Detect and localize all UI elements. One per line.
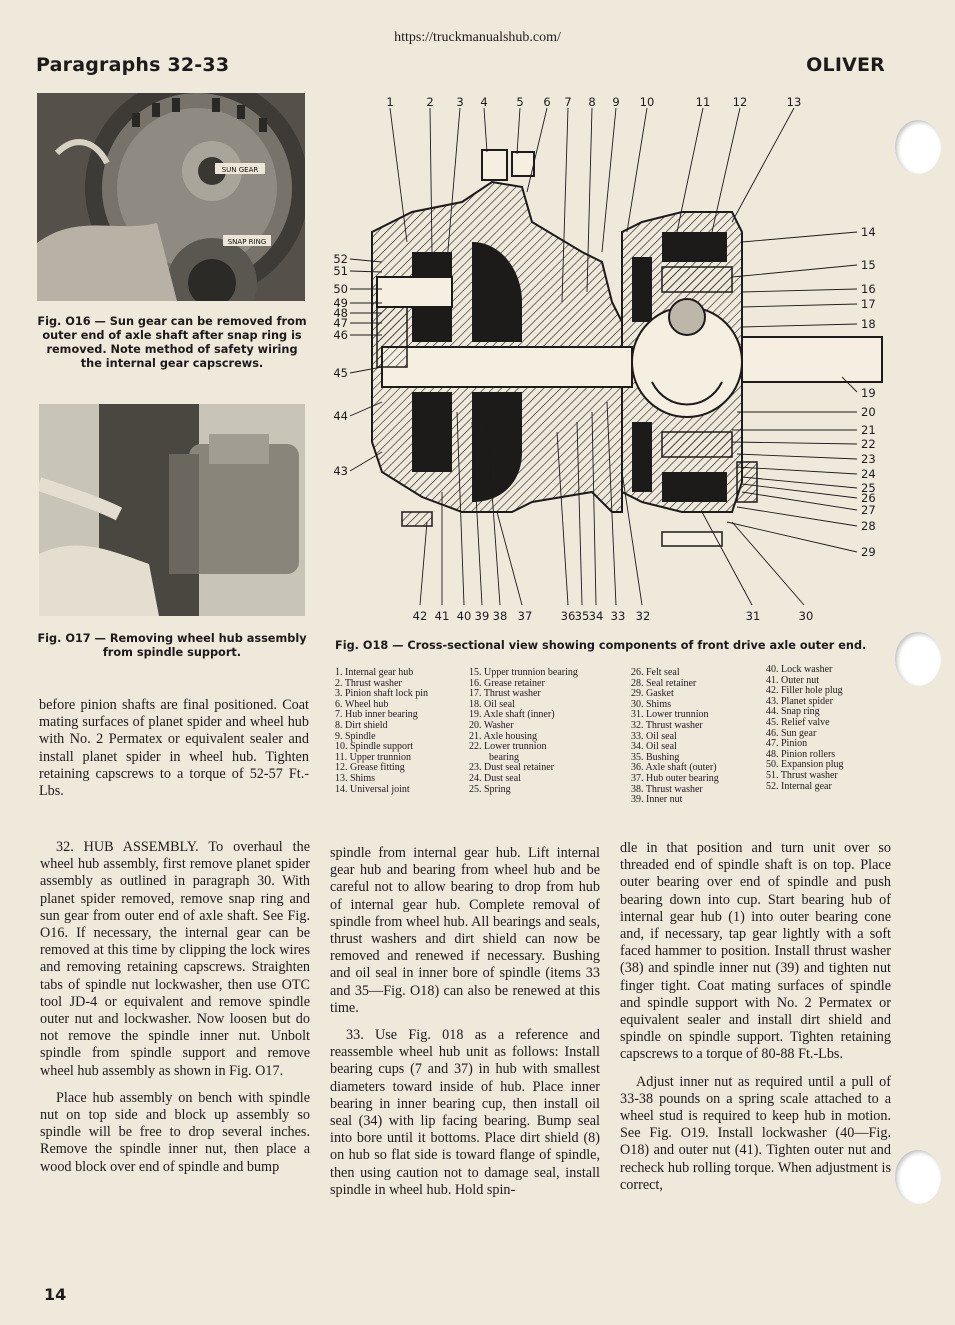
callout-numbers-bottom [413,609,814,623]
callout-number: 2 [426,95,434,109]
legend-item: 29. Gasket [631,688,674,700]
callout-number: 52 [333,252,348,266]
callout-number: 28 [861,519,876,533]
callout-numbers-left [333,252,348,478]
callout-number: 24 [861,467,876,481]
fig-o16-caption: Fig. O16 — Sun gear can be removed from outer end of axle shaft after snap ring is removed. Note method of safety wiring the internal gear capscrews. [37,315,307,370]
callout-number: 29 [861,545,876,559]
legend-item: 42. Filler hole plug [766,685,843,697]
callout-numbers [386,95,801,109]
sun-gear-label: SUN GEAR [221,166,259,174]
fig-o18-diagram [322,92,892,632]
legend-item: 37. Hub outer bearing [631,772,719,784]
callout-number: 51 [333,264,348,278]
callout-number: 25 [861,481,876,495]
legend-item: 17. Thrust washer [469,688,541,700]
legend-item: 12. Grease fitting [335,762,405,774]
legend-item: 20. Washer [469,719,514,731]
callout-number: 12 [732,95,748,109]
legend-item: 25. Spring [469,783,511,795]
legend-item: 32. Thrust washer [631,719,703,731]
legend-item: 14. Universal joint [335,783,410,795]
legend-item: 36. Axle shaft (outer) [631,762,717,774]
legend-item: 30. Shims [631,698,672,710]
callout-number: 6 [543,95,551,109]
callout-number: 20 [861,405,876,419]
legend-item: 8. Dirt shield [335,719,388,731]
legend-column-1 [335,668,465,795]
binder-hole-icon [895,632,941,686]
binder-hole-icon [895,1150,941,1204]
fig-o17-photo [39,404,305,616]
legend-item: 18. Oil seal [469,698,515,710]
legend-item: 15. Upper trunnion bearing [469,667,578,678]
legend-item: 43. Planet spider [766,695,833,707]
callout-number: 40 [456,609,472,623]
callout-number: 14 [861,225,876,239]
legend-item: 19. Axle shaft (inner) [469,709,555,721]
callout-number: 7 [564,95,572,109]
paragraph: Place hub assembly on bench with spindle nut on top side and block up assembly so spindle will be free to drop several inches. Remove the spindle inner nut, then place a wood block over end of spindle and bump [40,1089,310,1175]
callout-number: 16 [861,282,876,296]
legend-item: 52. Internal gear [766,780,832,792]
callout-number: 5 [516,95,524,109]
legend-item: 44. Snap ring [766,706,820,718]
callout-number: 34 [588,609,604,623]
paragraph-33-reassembly: 33. Use Fig. 018 as a reference and reassemble wheel hub unit as follows: Install bearing cups (7 and 37) in hub with smallest diameters toward inside of hub. Place inner bearing in inner bearing cup, then install oil seal (34) with lip facing bearing. Bump seal into bore until it bottoms. Place dirt shield (8) on hub so flat side is toward flange of spindle, then using caution not to damage seal, install spindle in wheel hub. Hold spin- [330,1027,600,1198]
callout-number: 21 [861,423,876,437]
fig-o18-caption: Fig. O18 — Cross-sectional view showing components of front drive axle outer end. [335,639,867,652]
callout-number: 10 [639,95,655,109]
legend-item: 16. Grease retainer [469,677,545,689]
text-column-3 [620,840,891,1194]
callout-number: 18 [861,317,876,331]
callout-number: 46 [333,328,348,342]
axle-cross-section-diagram [322,92,892,632]
paragraph: spindle from internal gear hub. Lift internal gear hub and bearing from wheel hub and be careful not to allow bearing to drop from hub of internal gear hub. Complete removal of spindle from wheel hub. All bearings and seals, thrust washers and dirt shield can now be removed and renewed if necessary. Bushing and oil seal in inner bore of spindle (items 33 and 35—Fig. O18) can also be renewed at this time. [330,845,600,1016]
callout-number: 48 [333,306,348,320]
legend-item: 3. Pinion shaft lock pin [335,688,429,700]
legend-item: 41. Outer nut [766,674,820,686]
legend-item: 23. Dust seal retainer [469,762,554,774]
legend-column-4 [766,665,886,792]
callout-number: 4 [480,95,488,109]
callout-numbers-right [861,225,876,559]
legend-item: 35. Bushing [631,751,680,763]
callout-number: 1 [386,95,394,109]
callout-number: 11 [695,95,711,109]
legend-column-3 [631,668,761,806]
paragraph-32-hub-assembly: 32. HUB ASSEMBLY. To overhaul the wheel hub assembly, first remove planet spider assembly as outlined in paragraph 30. With planet spider removed, remove snap ring and sun gear from outer end of axle shaft. See Fig. O16. If necessary, the internal gear can be removed at this time by clipping the lock wires and removing retaining capscrews. Straighten tabs of spindle nut lockwasher, then use OTC tool JD-4 or equivalent and remove spindle outer nut and lockwasher. Now loosen but do not remove the spindle inner nut. Unbolt spindle from spindle support and remove wheel hub assembly as shown in Fig. O17. [40,839,310,1079]
sun-gear-photo-illustration [37,93,305,301]
callout-number: 15 [861,258,876,272]
legend-item: 6. Wheel hub [335,698,389,710]
text-column-1 [40,839,310,1176]
callout-number: 26 [861,491,876,505]
callout-number: 36 [560,609,576,623]
callout-number: 8 [588,95,596,109]
callout-number: 22 [861,437,876,451]
legend-item: 40. Lock washer [766,664,833,675]
legend-item: 33. Oil seal [631,730,677,742]
legend-item: 7. Hub inner bearing [335,709,418,721]
binder-hole-icon [895,120,941,174]
callout-number: 38 [492,609,508,623]
snap-ring-label: SNAP RING [227,238,267,246]
text-column-2 [330,845,600,1199]
callout-number: 49 [333,296,348,310]
legend-item: 21. Axle housing [469,730,538,742]
callout-number: 39 [474,609,490,623]
callout-number: 3 [456,95,464,109]
page-number: 14 [44,1285,67,1304]
paragraph-header: Paragraphs 32-33 [36,54,230,76]
fig-o17-caption: Fig. O17 — Removing wheel hub assembly from spindle support. [37,632,307,659]
legend-item: 1. Internal gear hub [335,667,414,678]
paragraph: dle in that position and turn unit over so threaded end of spindle shaft is on top. Place outer bearing over end of spindle and push bearing down into cup. Start bearing hub of internal gear hub (1) into outer bearing cone and, if necessary, tap gear lightly with a soft faced hammer to position. Install thrust washer (38) and spindle inner nut (39) and tighten nut finger tight. Coat mating surfaces of spindle and spindle support with No. 2 Permatex or equivalent sealer and install dirt shield and spindle on spindle support. Tighten retaining capscrews to a torque of 80-88 Ft.-Lbs. [620,840,891,1063]
callout-number: 30 [798,609,814,623]
wheel-hub-photo-illustration [39,404,305,616]
legend-item: 45. Relief valve [766,716,830,728]
callout-number: 43 [333,464,348,478]
legend-item: 50. Expansion plug [766,759,844,771]
callout-number: 45 [333,366,348,380]
lead-paragraph: before pinion shafts are final positioned. Coat mating surfaces of planet spider and wheel hub with No. 2 Permatex or equivalent sealer and install planet spider in wheel hub. Tighten retaining capscrews to a torque of 52-57 Ft.-Lbs. [39,697,309,800]
callout-number: 13 [786,95,802,109]
brand-header: OLIVER [806,54,885,76]
callout-number: 35 [574,609,590,623]
legend-item: 2. Thrust washer [335,677,402,689]
legend-item: 51. Thrust washer [766,769,838,781]
legend-item: 38. Thrust washer [631,783,703,795]
legend-column-2 [469,668,619,795]
legend-item: 11. Upper trunnion [335,751,412,763]
callout-number: 50 [333,282,348,296]
callout-number: 37 [517,609,533,623]
callout-number: 31 [745,609,761,623]
legend-item: 47. Pinion [766,738,808,750]
callout-number: 17 [861,297,876,311]
legend-item: 48. Pinion rollers [766,748,836,760]
callout-number: 44 [333,409,348,423]
legend-item: 39. Inner nut [631,794,683,806]
legend-item: 46. Sun gear [766,727,817,739]
callout-number: 33 [610,609,626,623]
callout-number: 47 [333,316,348,330]
legend-item: 31. Lower trunnion [631,709,709,721]
legend-item: 24. Dust seal [469,772,521,784]
legend-item: 34. Oil seal [631,741,677,753]
callout-number: 23 [861,452,876,466]
fig-o16-photo [37,93,305,301]
callout-number: 42 [412,609,428,623]
callout-number: 41 [434,609,450,623]
legend-item: 26. Felt seal [631,667,680,678]
callout-number: 32 [635,609,651,623]
callout-number: 9 [612,95,620,109]
source-url[interactable]: https://truckmanualshub.com/ [394,30,561,45]
legend-item: 28. Seal retainer [631,677,697,689]
legend-item: 10. Spindle support [335,741,414,753]
legend-item: 13. Shims [335,772,376,784]
paragraph: Adjust inner nut as required until a pull of 33-38 pounds on a spring scale attached to a wheel stud is required to keep hub in motion. See Fig. O19. Install lockwasher (40—Fig. O18) and outer nut (41). Tighten outer nut and recheck hub rolling torque. When adjustment is correct, [620,1073,891,1193]
callout-number: 19 [861,386,876,400]
lead-paragraph-block [39,697,309,800]
legend-item: 22. Lower trunnion [469,741,547,753]
legend-item: bearing [489,751,519,763]
legend-item: 9. Spindle [335,730,376,742]
callout-number: 27 [861,503,876,517]
